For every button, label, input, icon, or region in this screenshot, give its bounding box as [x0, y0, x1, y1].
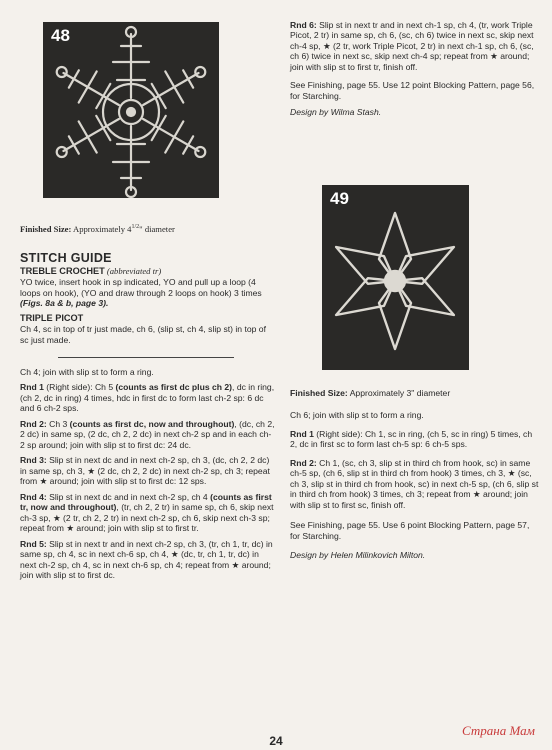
stitch-guide-heading: STITCH GUIDE: [20, 251, 112, 265]
round-6-label: Rnd 6:: [290, 20, 317, 30]
snowflake-49-photo: [322, 185, 469, 370]
pattern-49-instructions: [290, 388, 540, 561]
round-label: Rnd 4:: [20, 491, 47, 502]
round-label: Rnd 2:: [290, 457, 317, 468]
round-emphasis: (counts as first dc plus ch 2): [115, 382, 233, 393]
round-label: Rnd 1: [20, 382, 44, 393]
photo-number-49: 49: [330, 189, 349, 208]
round-text: Ch 1, (sc, ch 3, slip st in third ch from hook, sc) in same ch-5 sp, (ch 6, slip st in third ch from hook) 3 times, ch 3, ★ (sc, ch 3, slip st in third ch from hook, sc) in next ch-5 sp, (ch 6, slip st in third ch from hook) 3 times, ch 3; repeat from ★ around; join with slip st to first sc, finish off.: [290, 457, 539, 510]
round-label: Rnd 3:: [20, 455, 47, 466]
finished-size-48: [20, 224, 275, 234]
finished-size-label: Finished Size:: [20, 224, 72, 234]
site-watermark: Страна Мам: [462, 723, 535, 738]
finished-size-unit: " diameter: [139, 224, 175, 234]
round-text: (Right side): Ch 1, sc in ring, (ch 5, sc in ring) 5 times, ch 2, dc in first sc to form last ch-5 sp: 6 ch-5 sps.: [290, 428, 533, 450]
round-label: Rnd 2:: [20, 418, 47, 429]
snowflake-49-image: [322, 185, 469, 370]
triple-picot-text: Ch 4, sc in top of tr just made, ch 6, (slip st, ch 4, slip st) in top of sc just made.: [20, 324, 266, 345]
treble-abbrev: (abbreviated tr): [104, 266, 162, 277]
treble-crochet-title: TREBLE CROCHET: [20, 266, 105, 277]
pattern-48-continued: [290, 20, 540, 118]
round-emphasis: (counts as first tr, now and throughout): [20, 491, 272, 513]
round-text-cont: , (dc, ch 2, 2 dc) in same sp, (2 dc, ch 2, 2 dc) in next ch-2 sp and in each ch-2 sp around; join with slip st to first dc: 24 dc.: [20, 418, 275, 450]
snowflake-48-image: [43, 22, 219, 198]
page-number: 24: [269, 734, 283, 748]
round-text: Slip st in next tr and in next ch-2 sp, ch 3, (tr, ch 1, tr, dc) in same sp, ch 4, sc in next ch-6 sp, ch 4, ★ (dc, tr, ch 1, tr, dc) in next ch-2 sp, ch 4, sc in next ch-6 sp, ch 4; repeat from ★ around; join with slip st to first dc.: [20, 538, 273, 581]
round-5: [20, 539, 275, 581]
round-text-cont: , dc in ring, (ch 2, dc in ring) 4 times, hdc in first dc to form last ch-2 sp: 6 dc and 6 ch-2 sps.: [20, 382, 275, 414]
round-4: [20, 492, 275, 534]
round-1: [20, 382, 275, 413]
photo-number-48: 48: [51, 26, 70, 45]
round-3: [20, 455, 275, 486]
round-text-cont: , (tr, ch 2, 2 tr) in same sp, ch 6, skip next ch-3 sp, ★ (2 tr, ch 2, 2 tr) in next ch-2 sp, ch 6, skip next ch-3 sp; repeat from ★ around; join with slip st to first tr.: [20, 502, 274, 534]
treble-ref: (Figs. 8a & b, page 3).: [20, 298, 109, 309]
round-text: Slip st in next dc and in next ch-2 sp, ch 3, (dc, ch 2, 2 dc) in same sp, ch 3, ★ (2 dc, ch 2, 2 dc) in next ch-2 sp, ch 3; repeat from ★ around; join with slip st to first dc: 12 sps.: [20, 455, 270, 487]
treble-text: YO twice, insert hook in sp indicated, YO and pull up a loop (4 loops on hook), (YO and draw through 2 loops on hook) 3 times: [20, 277, 262, 298]
section-divider: [58, 357, 234, 358]
round-49-1: [290, 429, 540, 450]
designer-48: Design by Wilma Stash.: [290, 107, 382, 118]
round-49-2: [290, 458, 540, 510]
pattern-48-instructions: [20, 367, 275, 581]
finished-size-value: Approximately 4: [71, 224, 132, 234]
round-label: Rnd 1: [290, 428, 314, 439]
round-text: (Right side): Ch 5: [43, 382, 116, 393]
round-2: [20, 419, 275, 450]
designer-49: Design by Helen Milinkovich Milton.: [290, 550, 426, 561]
finished-size-49-value: Approximately 3" diameter: [347, 388, 451, 398]
finished-size-fraction: 1/2: [131, 224, 140, 231]
round-6-text: Slip st in next tr and in next ch-1 sp, ch 4, (tr, work Triple Picot, 2 tr) in same sp, ch 6, (sc, ch 6) twice in next sc, skip next ch-4 sp, ★ (2 tr, work Triple Picot, 2 tr) in next ch-1 sp, ch 6, (sc, ch 6) twice in next sc, skip next ch-4 sp; repeat from ★ around; join with slip st to first tr, finish off.: [290, 20, 534, 72]
finishing-49: See Finishing, page 55. Use 6 point Blocking Pattern, page 57, for Starching.: [290, 520, 530, 541]
snowflake-48-photo: [43, 22, 219, 198]
finished-size-49-label: Finished Size:: [290, 388, 348, 398]
intro-48: Ch 4; join with slip st to form a ring.: [20, 367, 154, 377]
round-text: Ch 3: [46, 418, 70, 429]
triple-picot-title: TRIPLE PICOT: [20, 312, 84, 323]
intro-49: Ch 6; join with slip st to form a ring.: [290, 410, 424, 421]
round-label: Rnd 5:: [20, 538, 47, 549]
round-emphasis: (counts as first dc, now and throughout): [69, 418, 235, 429]
stitch-guide: [20, 251, 275, 345]
round-text: Slip st in next dc and in next ch-2 sp, ch 4: [46, 491, 211, 502]
finishing-48: See Finishing, page 55. Use 12 point Blocking Pattern, page 56, for Starching.: [290, 80, 535, 101]
